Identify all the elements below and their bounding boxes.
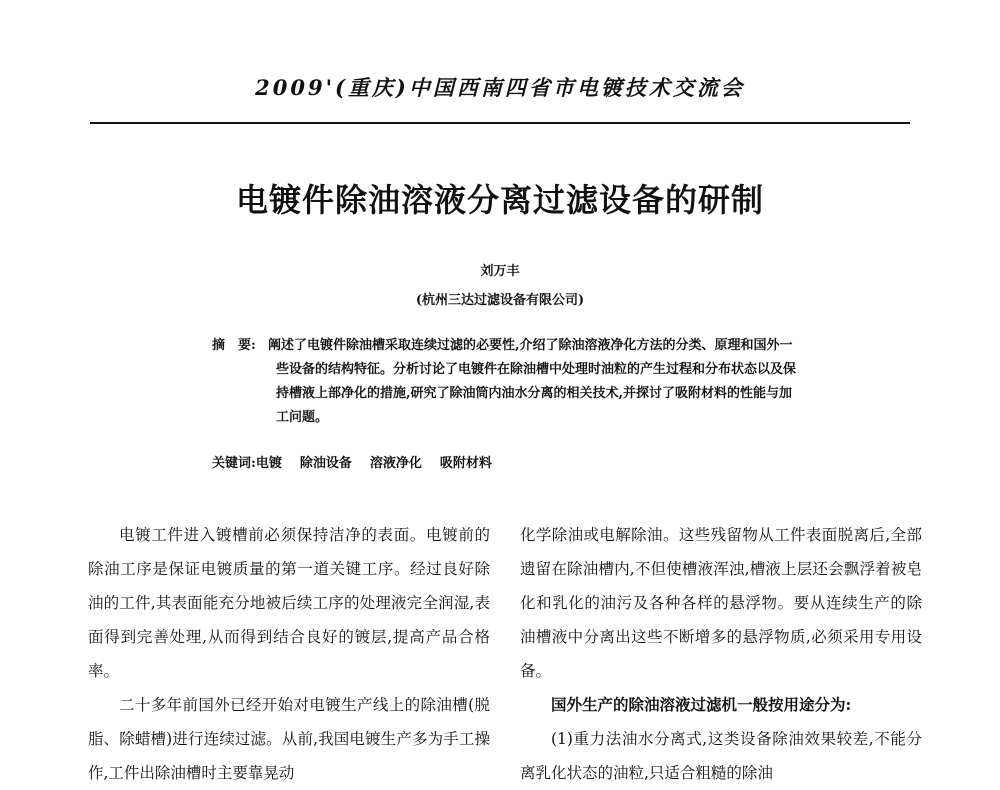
body-paragraph: 化学除油或电解除油。这些残留物从工件表面脱离后,全部遗留在除油槽内,不但使槽液浑浊,槽液上层还会飘浮着被皂化和乳化的油污及各种各样的悬浮物。要从连续生产的除油槽液中分离出这些不断增多的悬浮物质,必须采用专用设备。 <box>520 526 922 680</box>
header-rule <box>90 122 910 124</box>
article-title: 电镀件除油溶液分离过滤设备的研制 <box>235 181 764 219</box>
conference-header: 2009'(重庆)中国西南四省市电镀技术交流会 <box>255 75 745 100</box>
keywords-label: 关键词: <box>212 456 256 471</box>
keywords <box>212 452 800 471</box>
abstract <box>212 334 800 430</box>
body-paragraph: 国外生产的除油溶液过滤机一般按用途分为: <box>551 695 852 714</box>
body-paragraph: 电镀工件进入镀槽前必须保持洁净的表面。电镀前的除油工序是保证电镀质量的第一道关键工序。经过良好除油的工件,其表面能充分地被后续工序的处理液完全润湿,表面得到完善处理,从而得到结合良好的镀层,提高产品合格率。 <box>88 526 490 680</box>
body-paragraph: 二十多年前国外已经开始对电镀生产线上的除油槽(脱脂、除蜡槽)进行连续过滤。从前,我国电镀生产多为手工操作,工件出除油槽时主要靠晃动 <box>88 696 490 782</box>
author-affiliation: (杭州三达过滤设备有限公司) <box>415 293 585 308</box>
keyword: 除油设备 <box>299 456 352 471</box>
keyword: 电镀 <box>255 456 282 471</box>
body-column-left <box>88 518 490 790</box>
abstract-label: 摘 要: <box>212 338 256 353</box>
body-column-right <box>520 518 922 790</box>
body-paragraph: (1)重力法油水分离式,这类设备除油效果较差,不能分离乳化状态的油粒,只适合粗糙的除油 <box>520 730 922 782</box>
abstract-text: 阐述了电镀件除油槽采取连续过滤的必要性,介绍了除油溶液净化方法的分类、原理和国外一些设备的结构特征。分析讨论了电镀件在除油槽中处理时油粒的产生过程和分布状态以及保持槽液上部净化的措施,研究了除油筒内油水分离的相关技术,并探讨了吸附材料的性能与加工问题。 <box>268 338 797 425</box>
author-name: 刘万丰 <box>480 264 520 279</box>
keyword: 溶液净化 <box>369 456 422 471</box>
keyword: 吸附材料 <box>439 456 492 471</box>
